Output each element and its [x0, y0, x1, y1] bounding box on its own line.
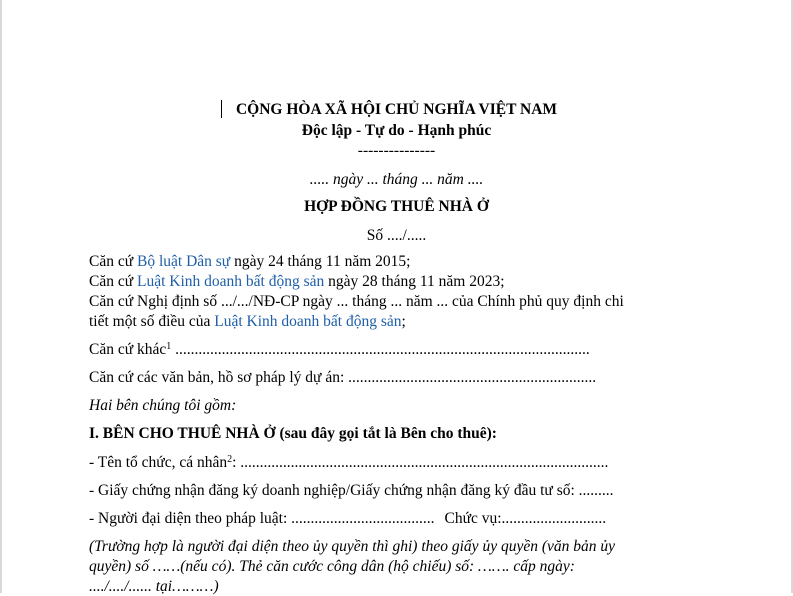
footnote-ref-2[interactable]: 2 [227, 454, 233, 465]
national-title: CỘNG HÒA XÃ HỘI CHỦ NGHĨA VIỆT NAM [235, 101, 558, 118]
other-basis-label: Căn cứ khác [89, 341, 167, 358]
authorization-note-line-1: (Trường hợp là người đại diện theo ủy quyền thì ghi) theo giấy ủy quyền (văn bản ủy [89, 538, 616, 555]
real-estate-law-link-2[interactable]: Luật Kinh doanh bất động sản [214, 313, 402, 330]
national-motto: Độc lập - Tự do - Hạnh phúc [301, 122, 492, 139]
basis-decree: Căn cứ Nghị định số .../.../NĐ-CP ngày ... tháng ... năm ... của Chính phủ quy định chi [89, 293, 624, 310]
basis-suffix: ngày 28 tháng 11 năm 2023; [324, 273, 505, 290]
basis-prefix: Căn cứ [89, 253, 137, 270]
other-basis-line [89, 340, 590, 359]
basis-prefix: tiết một số điều của [89, 313, 215, 330]
legal-docs-line: Căn cứ các văn bản, hồ sơ pháp lý dự án: ................................................................ [89, 369, 597, 386]
basis-civil-code [89, 252, 410, 271]
date-line: ..... ngày ... tháng ... năm .... [309, 171, 484, 188]
parties-intro: Hai bên chúng tôi gồm: [89, 397, 237, 414]
representative-line [89, 509, 606, 528]
org-name-line [89, 453, 608, 472]
basis-suffix: ngày 24 tháng 11 năm 2015; [230, 253, 411, 270]
civil-code-link[interactable]: Bộ luật Dân sự [137, 253, 231, 270]
position-label: Chức vụ:........................... [444, 510, 607, 527]
contract-title: HỢP ĐỒNG THUÊ NHÀ Ở [304, 198, 489, 215]
basis-decree-cont [89, 312, 406, 331]
representative-label: - Người đại diện theo pháp luật: ..................................... [89, 510, 435, 527]
contract-number: Số ..../..... [366, 227, 427, 244]
section-1-heading: I. BÊN CHO THUÊ NHÀ Ở (sau đây gọi tắt là Bên cho thuê): [89, 425, 497, 442]
org-name-dots: : ............................................................................................... [232, 454, 609, 471]
business-cert-line: - Giấy chứng nhận đăng ký doanh nghiệp/Giấy chứng nhận đăng ký đầu tư số: ......... [89, 482, 614, 499]
basis-prefix: Căn cứ [89, 273, 137, 290]
basis-suffix: ; [401, 313, 406, 330]
real-estate-law-link[interactable]: Luật Kinh doanh bất động sản [137, 273, 325, 290]
footnote-ref-1[interactable]: 1 [166, 341, 172, 352]
authorization-note-line-3: ..../..../...... tại………) [89, 578, 219, 595]
other-basis-dots: ........................................................................................................... [171, 341, 590, 358]
header-divider: --------------- [357, 142, 436, 159]
org-name-label: - Tên tổ chức, cá nhân [89, 454, 228, 471]
authorization-note-line-2: quyền) số ……(nếu có). Thẻ căn cước công dân (hộ chiếu) số: ……. cấp ngày: [89, 558, 575, 575]
basis-real-estate-law [89, 272, 505, 291]
